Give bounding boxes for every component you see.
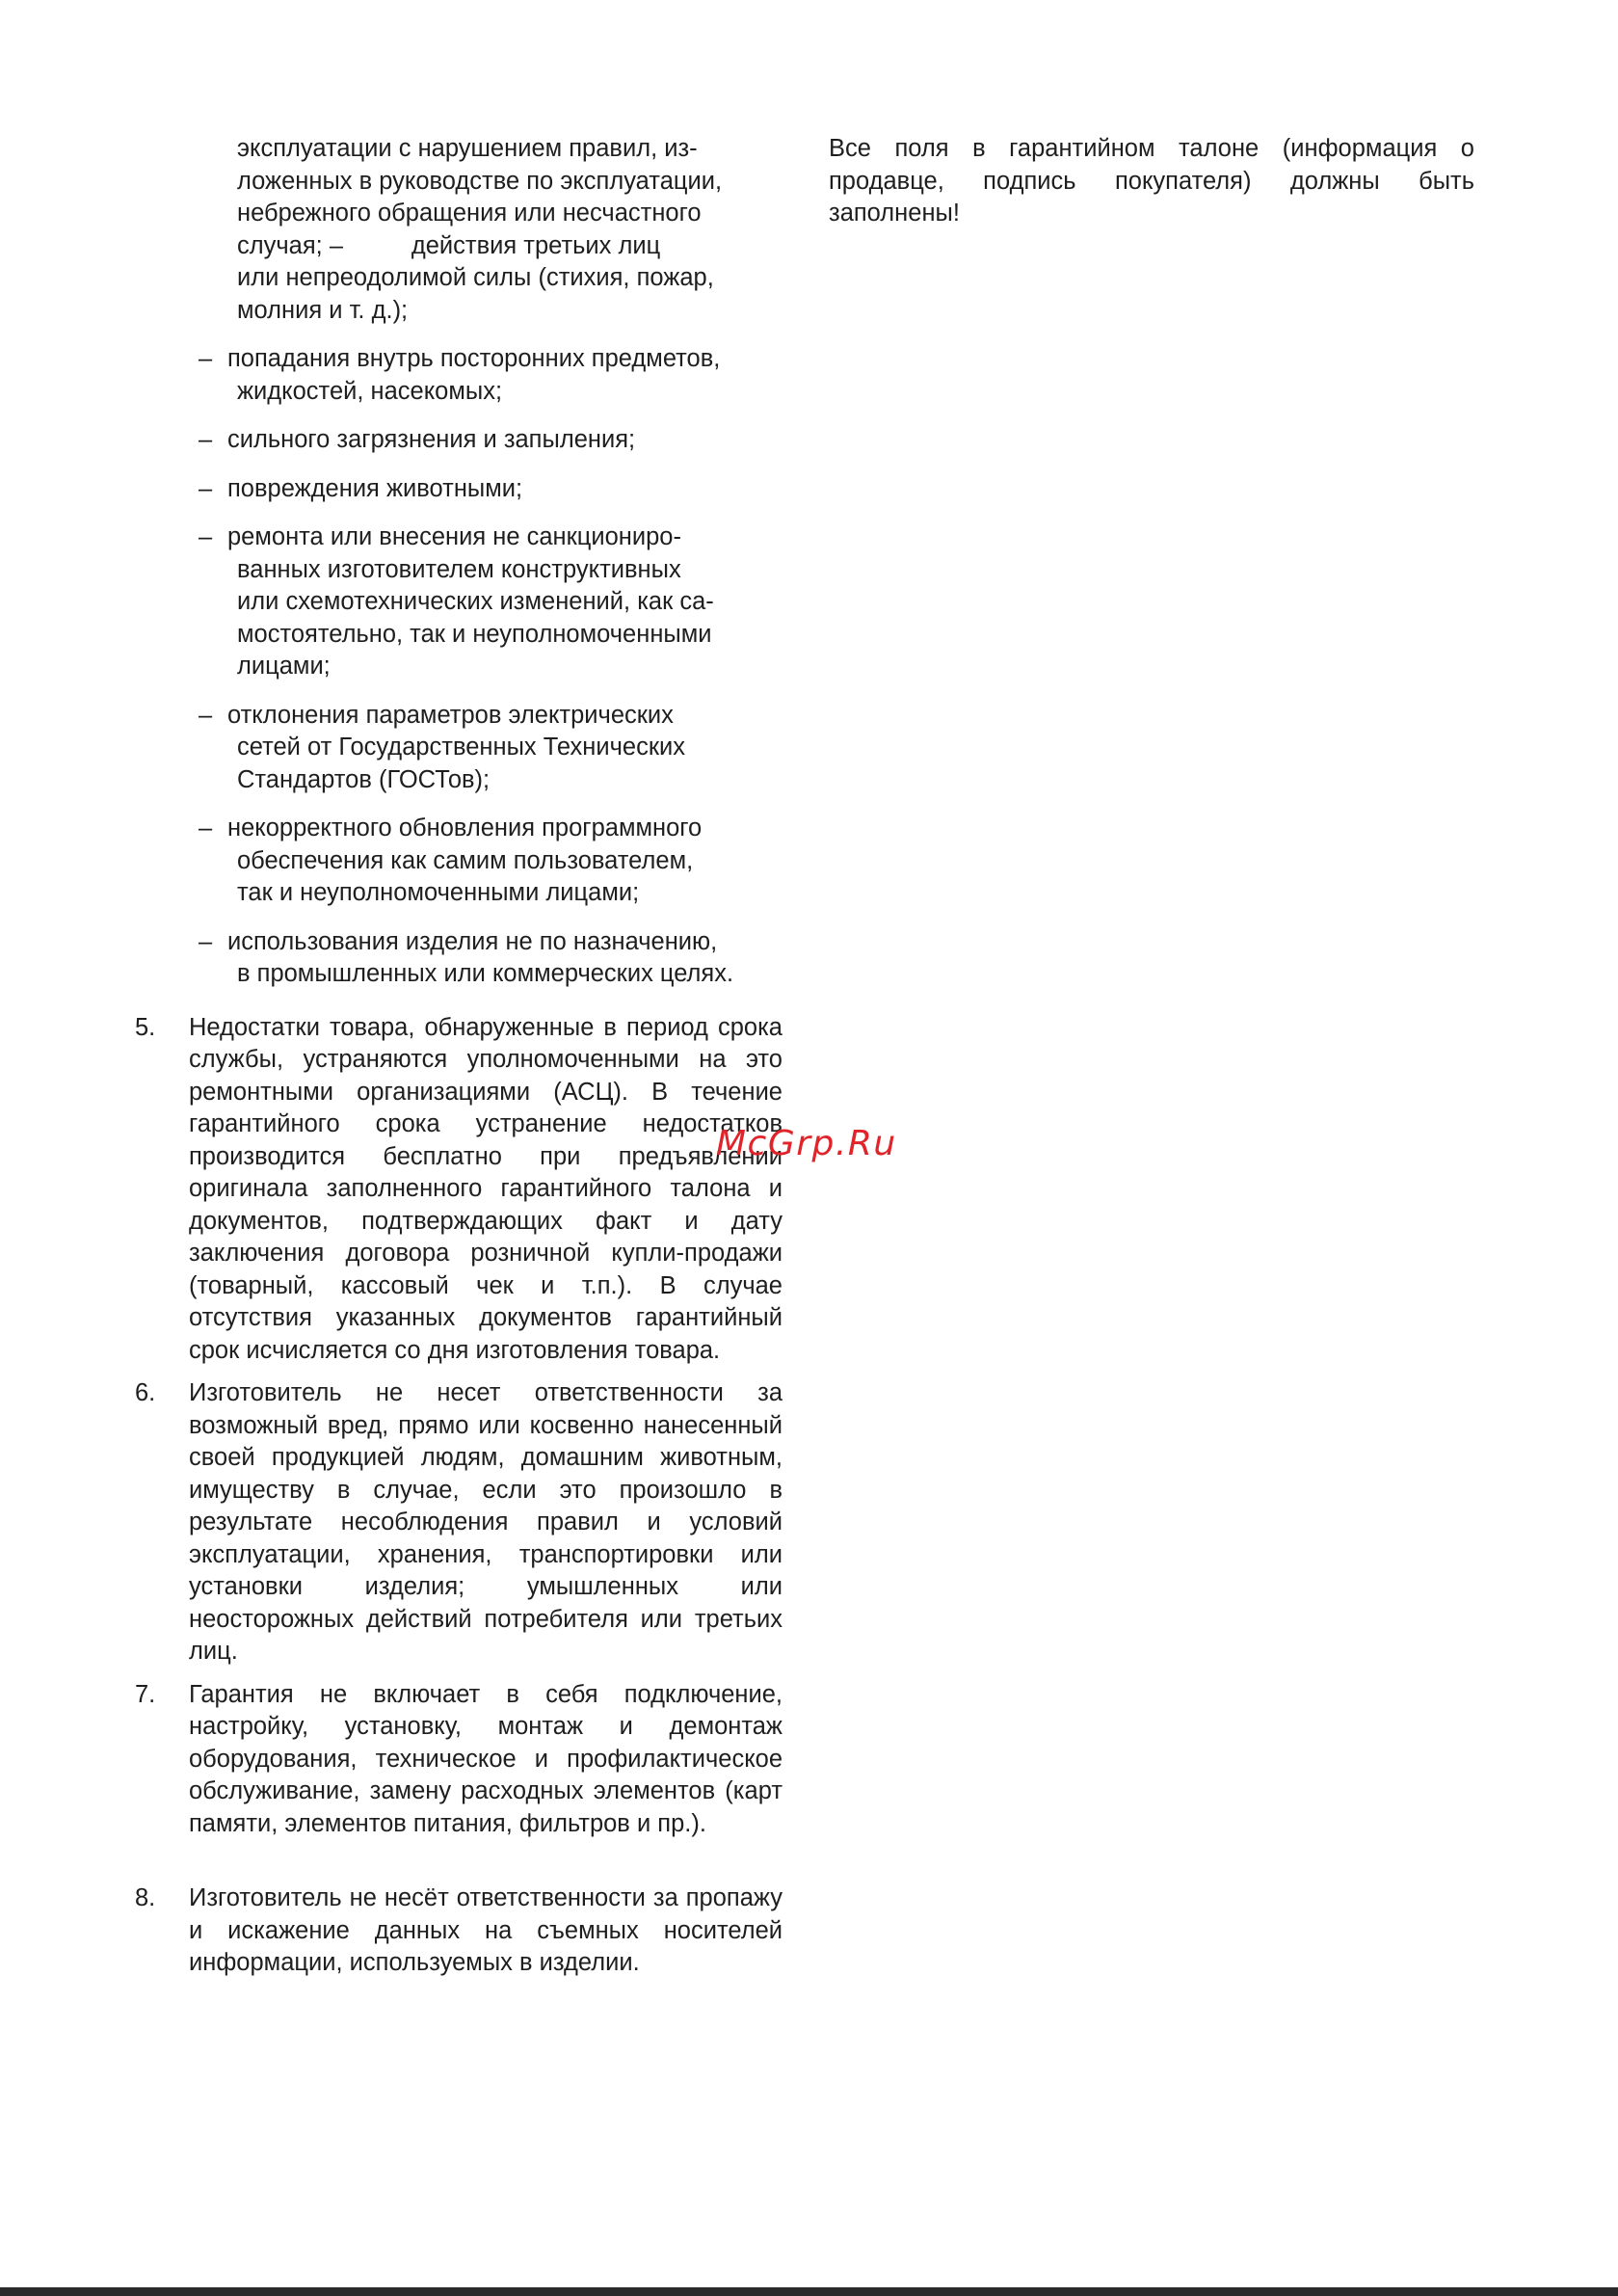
dash-item-first-line: использования изделия не по назначению, bbox=[227, 927, 718, 955]
numbered-item bbox=[135, 1679, 782, 1841]
item-number: 7. bbox=[135, 1680, 156, 1708]
warranty-note: Все поля в гарантийном талоне (информация о продавце, подпись покупателя) должны быть заполнены! bbox=[829, 135, 1474, 227]
dash-item-line: жидкостей, насекомых; bbox=[237, 377, 503, 405]
text-line: случая; – действия третьих лиц bbox=[237, 231, 661, 259]
dash-list-item bbox=[135, 473, 782, 506]
watermark-logo: McGrp.Ru bbox=[716, 1124, 897, 1163]
dash-item-first-line: попадания внутрь посторонних предметов, bbox=[227, 345, 721, 372]
dash-item-line: обеспечения как самим пользователем, bbox=[237, 846, 694, 874]
bottom-rule bbox=[0, 2287, 1618, 2296]
item-number: 8. bbox=[135, 1884, 156, 1911]
dash-item-line: Стандартов (ГОСТов); bbox=[237, 765, 491, 793]
dash-item-first-line: некорректного обновления программного bbox=[227, 814, 703, 841]
dash-list-item bbox=[135, 813, 782, 910]
dash-item-line: так и неуполномоченными лицами; bbox=[237, 879, 640, 906]
item-text: Изготовитель не несёт ответственности за пропажу и искажение данных на съемных носителей информации, используемых в изделии. bbox=[189, 1884, 782, 1976]
right-column bbox=[829, 133, 1474, 230]
item-text: Изготовитель не несет ответственности за возможный вред, прямо или косвенно нанесенный своей продукцией людям, домашним животным, имуществу в случае, если это произошло в результате несоблюдения правил и условий эксплуатации, хранения, транспортировки или установки изделия; умышленных или неосторожных действий потребителя или третьих лиц. bbox=[189, 1379, 782, 1665]
dash-marker: – bbox=[199, 345, 213, 372]
dash-list-item bbox=[135, 700, 782, 797]
dash-item-first-line: сильного загрязнения и запыления; bbox=[227, 426, 636, 453]
numbered-item bbox=[135, 1882, 782, 1980]
dash-marker: – bbox=[199, 523, 213, 550]
text-line: молния и т. д.); bbox=[237, 296, 409, 324]
numbered-list bbox=[135, 1012, 782, 1980]
continuation-text bbox=[135, 133, 782, 327]
text-line: небрежного обращения или несчастного bbox=[237, 200, 702, 227]
dash-list-item bbox=[135, 926, 782, 991]
dash-marker: – bbox=[199, 701, 213, 729]
dash-item-line: мостоятельно, так и неуполномоченными bbox=[237, 620, 712, 648]
dash-marker: – bbox=[199, 426, 213, 453]
dash-item-line: или схемотехнических изменений, как са- bbox=[237, 588, 714, 615]
dash-item-first-line: повреждения животными; bbox=[227, 474, 523, 502]
dash-list-item bbox=[135, 521, 782, 683]
numbered-item bbox=[135, 1012, 782, 1368]
item-text: Гарантия не включает в себя подключение, настройку, установку, монтаж и демонтаж оборудования, техническое и профилактическое обслуживание, замену расходных элементов (карт памяти, элементов питания, фильтров и пр.). bbox=[189, 1680, 782, 1837]
dash-marker: – bbox=[199, 814, 213, 841]
left-column bbox=[135, 133, 782, 1980]
dash-list bbox=[135, 343, 782, 991]
item-number: 5. bbox=[135, 1013, 156, 1041]
dash-marker: – bbox=[199, 927, 213, 955]
dash-item-first-line: ремонта или внесения не санкциониро- bbox=[227, 523, 681, 550]
item-text: Недостатки товара, обнаруженные в период срока службы, устраняются уполномоченными на это ремонтными организациями (АСЦ). В течение гарантийного срока устранение недостатков производится бесплатно при предъявлении оригинала заполненного гарантийного талона и документов, подтверждающих факт и дату заключения договора розничной купли-продажи (товарный, кассовый чек и т.п.). В случае отсутствия указанных документов гарантийный срок исчисляется со дня изготовления товара. bbox=[189, 1013, 782, 1364]
dash-list-item bbox=[135, 424, 782, 457]
dash-item-line: сетей от Государственных Технических bbox=[237, 734, 685, 761]
text-line: эксплуатации с нарушением правил, из- bbox=[237, 135, 698, 162]
dash-item-first-line: отклонения параметров электрических bbox=[227, 701, 674, 729]
dash-item-line: лицами; bbox=[237, 653, 331, 680]
text-line: или непреодолимой силы (стихия, пожар, bbox=[237, 264, 714, 291]
dash-marker: – bbox=[199, 474, 213, 502]
item-number: 6. bbox=[135, 1379, 156, 1406]
numbered-item bbox=[135, 1377, 782, 1669]
dash-item-line: в промышленных или коммерческих целях. bbox=[237, 960, 734, 987]
dash-item-line: ванных изготовителем конструктивных bbox=[237, 555, 681, 583]
dash-list-item bbox=[135, 343, 782, 408]
text-line: ложенных в руководстве по эксплуатации, bbox=[237, 167, 723, 195]
